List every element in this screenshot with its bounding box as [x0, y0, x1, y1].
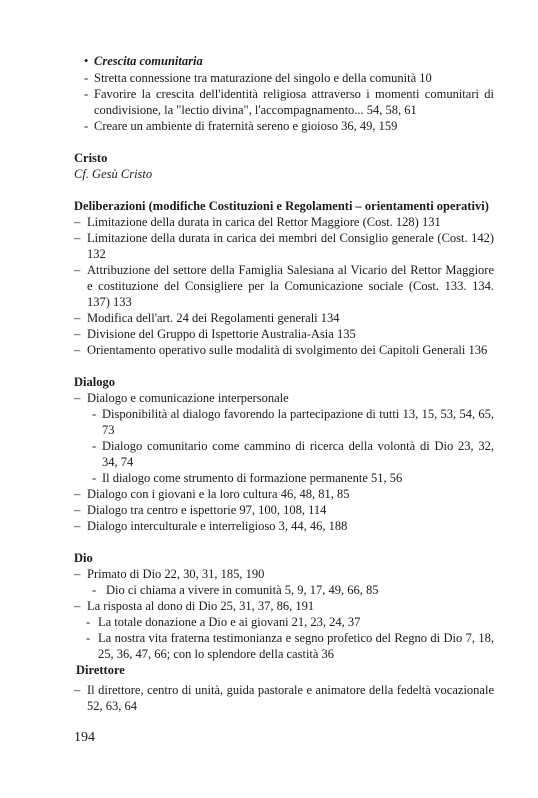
list-item — [74, 682, 494, 714]
entry-text: Attribuzione del settore della Famiglia Salesiana al Vicario del Rettor Maggiore e costituzione del Consigliere per la Comunicazione sociale (Cost. 133. 134. 137) 133 — [87, 263, 494, 309]
hyphen-marker: - — [84, 119, 89, 133]
entry-text: Disponibilità al dialogo favorendo la partecipazione di tutti 13, 15, 53, 54, 65, 73 — [102, 407, 494, 437]
entry-text: Modifica dell'art. 24 dei Regolamenti generali 134 — [87, 311, 340, 325]
list-item — [74, 214, 494, 230]
hyphen-marker: - — [92, 583, 97, 597]
list-item — [92, 438, 494, 470]
dash-marker: – — [74, 231, 81, 245]
hyphen-marker: - — [86, 615, 91, 629]
list-item — [86, 614, 494, 630]
dash-marker: – — [74, 327, 81, 341]
hyphen-marker: - — [92, 407, 97, 421]
list-item — [92, 470, 494, 486]
list-item — [84, 70, 494, 86]
dash-marker: – — [74, 567, 81, 581]
dash-marker: – — [74, 683, 81, 697]
list-item — [74, 502, 494, 518]
list-item — [92, 582, 494, 598]
list-item — [74, 518, 494, 534]
entry-text: La totale donazione a Dio e ai giovani 21, 23, 24, 37 — [98, 615, 361, 629]
entry-text: Dio ci chiama a vivere in comunità 5, 9, 17, 49, 66, 85 — [106, 583, 379, 597]
dash-marker: – — [74, 599, 81, 613]
section-heading-direttore: Direttore — [76, 663, 125, 677]
entry-text: Dialogo interculturale e interreligioso 3, 44, 46, 188 — [87, 519, 348, 533]
list-item — [74, 230, 494, 262]
entry-text: Il direttore, centro di unità, guida pastorale e animatore della fedeltà vocazionale 52, 63, 64 — [87, 683, 494, 713]
list-item — [84, 86, 494, 118]
hyphen-marker: - — [84, 87, 89, 101]
dash-marker: – — [74, 263, 81, 277]
entry-text: Dialogo con i giovani e la loro cultura 46, 48, 81, 85 — [87, 487, 350, 501]
list-item — [86, 630, 494, 662]
entry-text: Dialogo comunitario come cammino di ricerca della volontà di Dio 23, 32, 34, 74 — [102, 439, 494, 469]
list-item — [74, 262, 494, 310]
list-item — [84, 53, 494, 69]
dash-marker: – — [74, 343, 81, 357]
entry-text: Dialogo tra centro e ispettorie 97, 100, 108, 114 — [87, 503, 327, 517]
entry-text: Divisione del Gruppo di Ispettorie Australia-Asia 135 — [87, 327, 356, 341]
list-item — [74, 310, 494, 326]
entry-text: Dialogo e comunicazione interpersonale — [87, 391, 289, 405]
hyphen-marker: - — [86, 631, 91, 645]
entry-text: La nostra vita fraterna testimonianza e segno profetico del Regno di Dio 7, 18, 25, 36, 47, 66; con lo splendore della castità 36 — [98, 631, 494, 661]
entry-text: Il dialogo come strumento di formazione permanente 51, 56 — [102, 471, 403, 485]
list-item — [92, 406, 494, 438]
list-item — [84, 118, 494, 134]
list-item — [74, 326, 494, 342]
entry-text: Limitazione della durata in carica dei membri del Consiglio generale (Cost. 142) 132 — [87, 231, 494, 261]
list-item — [74, 342, 494, 358]
list-item — [74, 486, 494, 502]
list-item — [74, 566, 494, 582]
subheading: Crescita comunitaria — [94, 54, 203, 68]
page-number: 194 — [74, 730, 95, 745]
section-heading-dialogo: Dialogo — [74, 375, 115, 389]
list-item — [74, 390, 494, 406]
entry-text: Primato di Dio 22, 30, 31, 185, 190 — [87, 567, 265, 581]
dash-marker: – — [74, 487, 81, 501]
dash-marker: – — [74, 311, 81, 325]
bullet-marker: • — [84, 54, 89, 68]
entry-text: Orientamento operativo sulle modalità di svolgimento dei Capitoli Generali 136 — [87, 343, 488, 357]
entry-text: Stretta connessione tra maturazione del singolo e della comunità 10 — [94, 71, 432, 85]
dash-marker: – — [74, 503, 81, 517]
hyphen-marker: - — [92, 439, 97, 453]
list-item — [74, 598, 494, 614]
section-heading-dio: Dio — [74, 551, 93, 565]
dash-marker: – — [74, 391, 81, 405]
entry-text: Favorire la crescita dell'identità religiosa attraverso i momenti comunitari di condivisione, la "lectio divina", l'accompagnamento... 54, 58, 61 — [94, 87, 494, 117]
dash-marker: – — [74, 215, 81, 229]
hyphen-marker: - — [92, 471, 97, 485]
section-heading-deliberazioni: Deliberazioni (modifiche Costituzioni e Regolamenti – orientamenti operativi) — [74, 199, 489, 213]
entry-text: Limitazione della durata in carica del Rettor Maggiore (Cost. 128) 131 — [87, 215, 441, 229]
section-heading-cristo: Cristo — [74, 151, 108, 165]
entry-text: Creare un ambiente di fraternità sereno e gioioso 36, 49, 159 — [94, 119, 398, 133]
dash-marker: – — [74, 519, 81, 533]
hyphen-marker: - — [84, 71, 89, 85]
cross-reference: Cf. Gesù Cristo — [74, 167, 153, 181]
entry-text: La risposta al dono di Dio 25, 31, 37, 86, 191 — [87, 599, 315, 613]
